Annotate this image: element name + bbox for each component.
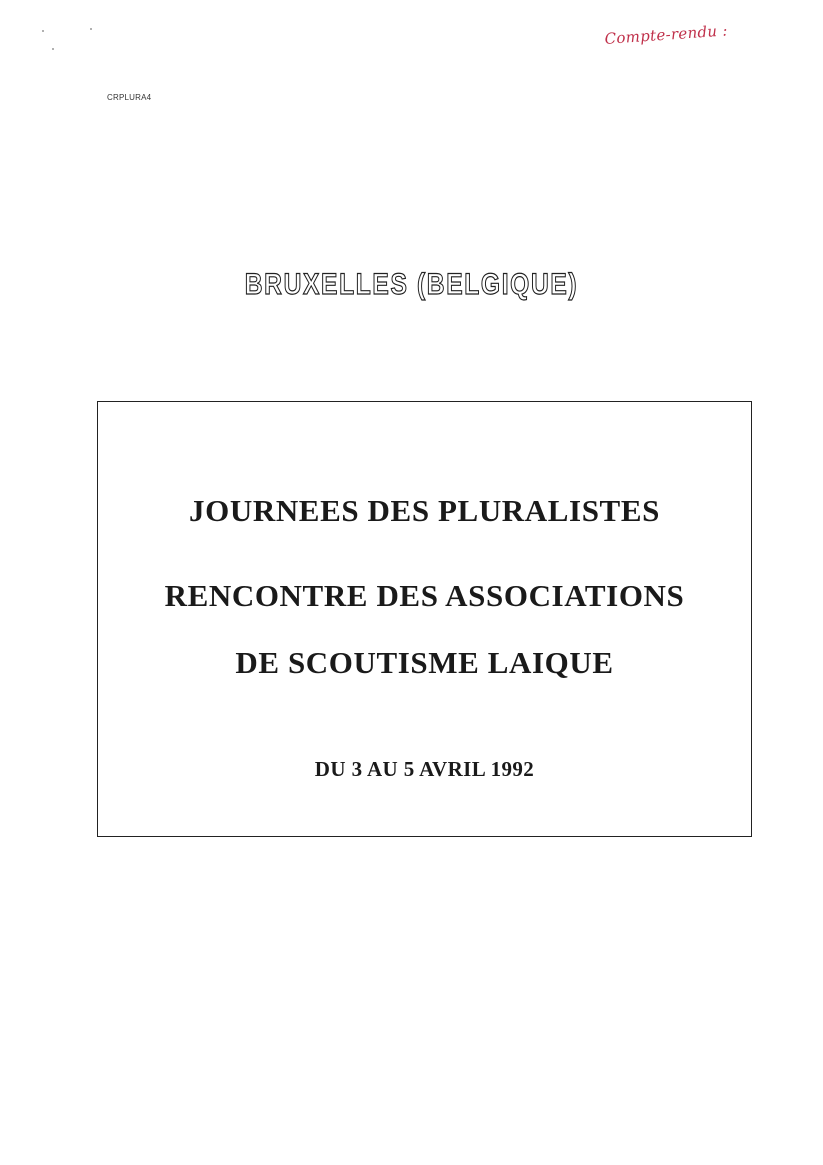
- scan-speck: [90, 28, 92, 30]
- scan-speck: [42, 30, 44, 32]
- scan-speck: [52, 48, 54, 50]
- event-title-line-1: JOURNEES DES PLURALISTES: [189, 493, 660, 528]
- event-title-line-2: RENCONTRE DES ASSOCIATIONS: [164, 578, 685, 613]
- handwritten-annotation: Compte-rendu :: [604, 21, 729, 48]
- document-code: CRPLURA4: [107, 93, 152, 102]
- location-heading: BRUXELLES (BELGIQUE): [244, 268, 579, 301]
- event-title-line-3: DE SCOUTISME LAIQUE: [235, 645, 614, 680]
- event-dates: DU 3 AU 5 AVRIL 1992: [314, 757, 535, 781]
- title-frame: [97, 401, 752, 837]
